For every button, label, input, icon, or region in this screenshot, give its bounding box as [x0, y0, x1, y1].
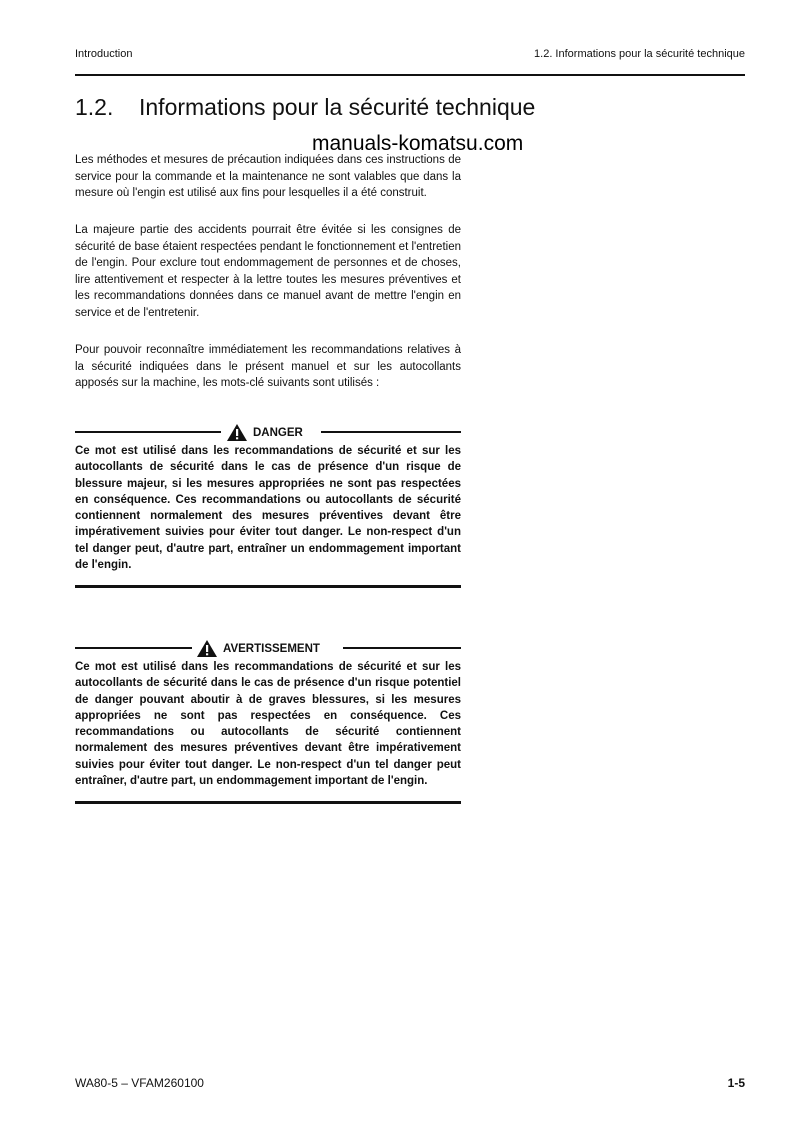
section-title — [75, 94, 535, 121]
danger-notice — [75, 423, 461, 588]
watermark-text: manuals-komatsu.com — [312, 132, 524, 155]
danger-label-group — [226, 423, 303, 442]
warning-heading — [75, 639, 461, 657]
warning-bottom-rule — [75, 801, 461, 804]
intro-paragraph-2: La majeure partie des accidents pourrait être évitée si les consignes de sécurité de base étaient respectées pendant le fonctionnement et l'entretien de l'engin. Pour exclure tout endommagement de personnes et de choses, lire attentivement et respecter à la lettre toutes les mesures préventives et les recommandations données dans ce manuel avant de mettre l'engin en service et de l'entretenir. — [75, 224, 461, 319]
warning-triangle-icon — [226, 423, 248, 442]
running-header-section: Introduction — [75, 48, 133, 60]
danger-heading-rule-right — [321, 431, 461, 433]
danger-label: DANGER — [253, 426, 303, 439]
danger-heading — [75, 423, 461, 441]
danger-text: Ce mot est utilisé dans les recommandations de sécurité et sur les autocollants de sécurité dans le cas de présence d'un risque de blessure majeur, si les mesures appropriées ne sont pas respectées en conséquence. Ces recommandations ou autocollants de sécurité contiennent normalement des mesures préventives devant être impérativement suivies pour éviter tout danger. Le non-respect d'un tel danger peut, d'autre part, entraîner un endommagement important de l'engin. — [75, 445, 461, 572]
warning-text: Ce mot est utilisé dans les recommandations de sécurité et sur les autocollants de sécurité dans le cas de présence d'un risque potentiel de danger pouvant aboutir à de graves blessures, si les mesures appropriées ne sont pas respectées en conséquence. Ces recommandations ou autocollants de sécurité contiennent normalement des mesures préventives devant être impérativement suivies pour éviter tout danger. Le non-respect d'un tel danger peut entraîner, d'autre part, un endommagement important de l'engin. — [75, 661, 461, 788]
warning-notice — [75, 639, 461, 804]
intro-paragraph-1: Les méthodes et mesures de précaution indiquées dans ces instructions de service pour la commande et la maintenance ne sont valables que dans la mesure où l'engin est utilisé aux fins pour lesquelles il a été construit. — [75, 154, 461, 199]
running-header-title: 1.2. Informations pour la sécurité technique — [534, 48, 745, 60]
footer-document-code: WA80-5 – VFAM260100 — [75, 1076, 204, 1090]
warning-label-group — [196, 639, 320, 658]
section-number: 1.2. — [75, 94, 114, 120]
warning-heading-rule-right — [343, 647, 461, 649]
danger-heading-rule-left — [75, 431, 221, 433]
header-rule — [75, 74, 745, 76]
intro-paragraph-3: Pour pouvoir reconnaître immédiatement les recommandations relatives à la sécurité indiquées dans le présent manuel et sur les autocollants apposés sur la machine, les mots-clé suivants sont utilisés : — [75, 344, 461, 389]
footer-page-number: 1-5 — [727, 1076, 745, 1090]
warning-label: AVERTISSEMENT — [223, 642, 320, 655]
warning-heading-rule-left — [75, 647, 192, 649]
warning-triangle-icon — [196, 639, 218, 658]
danger-bottom-rule — [75, 585, 461, 588]
section-title-text: Informations pour la sécurité technique — [139, 94, 536, 120]
